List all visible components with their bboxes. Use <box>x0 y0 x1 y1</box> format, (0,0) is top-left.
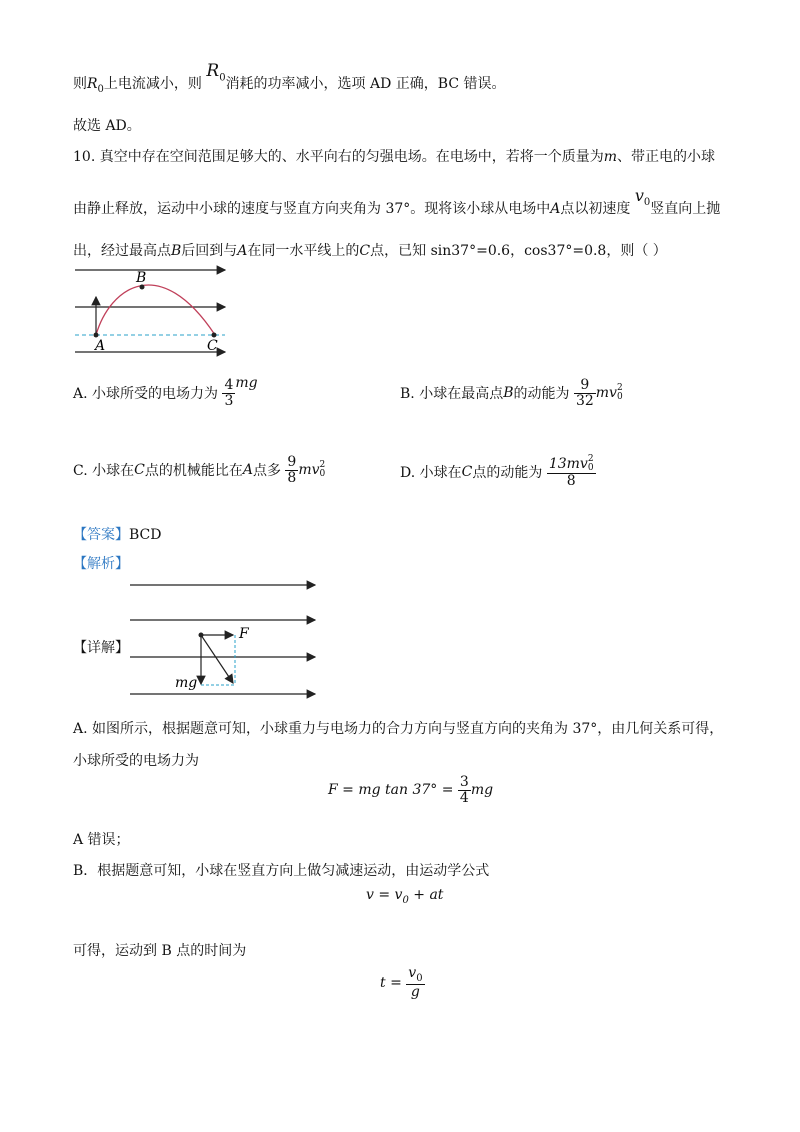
ball-point <box>199 633 204 638</box>
label-mg: mg <box>175 675 198 691</box>
question-10-line-2: 由静止释放，运动中小球的速度与竖直方向夹角为 37°。现将该小球从电场中A点以初速度 $v_0$竖直向上抛 <box>73 186 721 217</box>
label-b: B <box>136 270 147 286</box>
point-c <box>212 333 217 338</box>
text-line-1: 则$R_0$上电流减小，则 $R_0$消耗的功率减小，选项 AD 正确，BC 错误。 <box>73 61 506 95</box>
solution-b-line-1: B．根据题意可知，小球在竖直方向上做匀减速运动，由运动学公式 <box>73 863 490 879</box>
option-c: C. 小球在C点的机械能比在A点多 $\frac{9}{8}$ mv2 0 <box>73 454 326 486</box>
question-10-line-3: 出，经过最高点B后回到与A在同一水平线上的C点，已知 sin37°=0.6，cos37°=0.8，则（ ） <box>73 243 667 259</box>
detail-tag: 【详解】 <box>73 640 129 656</box>
answer-line <box>73 524 161 544</box>
label-a: A <box>95 338 106 354</box>
equation-3: t = $\frac{v_0}{g}$ <box>380 965 423 1001</box>
point-a <box>94 333 99 338</box>
solution-a-line-2: 小球所受的电场力为 <box>73 753 199 769</box>
equation-2: $v = v_0$ + at <box>366 887 444 906</box>
solution-b-line-2: 可得，运动到 B 点的时间为 <box>73 943 247 959</box>
solution-a-line-1: A. 如图所示，根据题意可知，小球重力与电场力的合力方向与竖直方向的夹角为 37°，由几何关系可得， <box>73 721 724 737</box>
solution-a-line-3: A 错误； <box>73 832 130 848</box>
option-d: D. 小球在C点的动能为 13mv2 0 8 <box>400 454 594 489</box>
question-10-line-1: 10. 真空中存在空间范围足够大的、水平向右的匀强电场。在电场中，若将一个质量为m、带正电的小球 <box>73 149 715 165</box>
resultant-arrow <box>201 635 233 683</box>
force-diagram <box>125 575 325 705</box>
equation-1: F = mg tan 37° = $\frac{3}{4}$ mg <box>328 774 494 806</box>
option-b: B. 小球在最高点B的动能为 $\frac{9}{32}$ mv2 0 <box>400 377 623 409</box>
trajectory-curve <box>96 285 215 335</box>
option-a: A. 小球所受的电场力为 $\frac{4}{3}$ mg <box>73 375 258 409</box>
answer-tag: 【答案】 <box>73 527 129 543</box>
answer-value: BCD <box>129 527 162 543</box>
trajectory-diagram <box>70 262 240 362</box>
analysis-tag: 【解析】 <box>73 556 129 572</box>
label-c: C <box>207 338 218 354</box>
label-f: F <box>239 626 249 642</box>
text-line-2: 故选 AD。 <box>73 118 141 134</box>
